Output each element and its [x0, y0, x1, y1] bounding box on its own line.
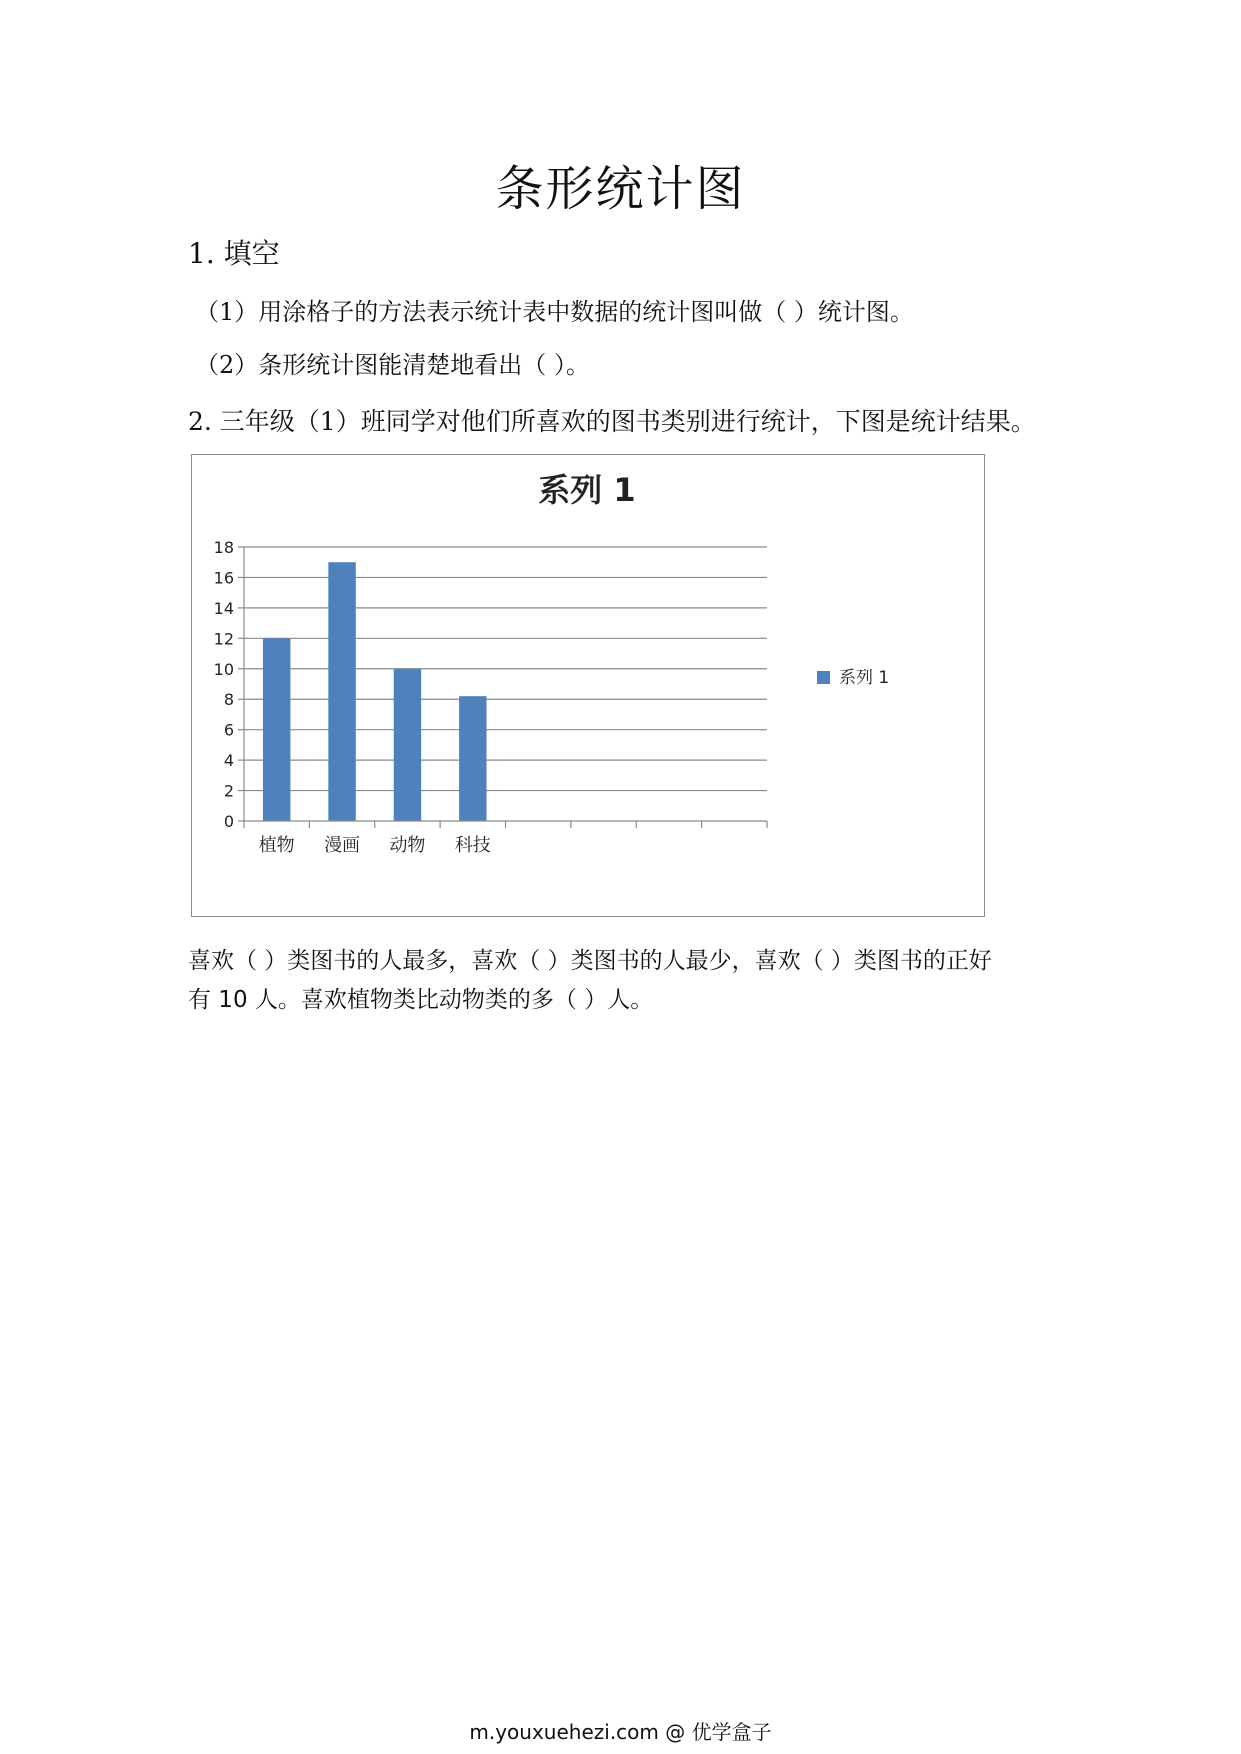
question-2-answer-text: [188, 942, 1068, 1020]
bar-科技: [459, 696, 486, 821]
y-tick-label-0: 0: [223, 812, 234, 831]
answer-line-2: 有 10 人。喜欢植物类比动物类的多（ ）人。: [188, 987, 654, 1013]
question-1-heading: 1. 填空: [188, 237, 280, 270]
chart-legend: [817, 668, 889, 688]
y-tick-label-16: 16: [213, 568, 234, 588]
x-category-label-3: 科技: [454, 835, 491, 856]
chart-title: 系列 1: [538, 471, 636, 509]
x-category-label-2: 动物: [389, 835, 426, 856]
chart-axes: [214, 538, 767, 856]
page-title: 条形统计图: [495, 161, 746, 217]
footer-watermark: m.youxuehezi.com @ 优学盒子: [469, 1720, 772, 1744]
question-1-item-2: （2）条形统计图能清楚地看出（ ）。: [195, 351, 590, 379]
y-tick-label-4: 4: [223, 751, 234, 771]
y-tick-label-8: 8: [223, 690, 234, 710]
y-tick-label-10: 10: [213, 659, 234, 679]
legend-swatch-0: [817, 671, 830, 684]
y-tick-label-14: 14: [213, 598, 234, 618]
bar-植物: [263, 638, 290, 821]
legend-label-0: 系列 1: [839, 668, 890, 688]
bar-漫画: [328, 562, 355, 821]
bar-chart-svg: [192, 455, 983, 915]
y-tick-label-6: 6: [223, 720, 234, 740]
bar-chart: [191, 454, 985, 917]
chart-grid: [244, 547, 767, 791]
answer-line-1: 喜欢（ ）类图书的人最多，喜欢（ ）类图书的人最少，喜欢（ ）类图书的正好: [188, 948, 992, 974]
y-tick-label-12: 12: [213, 629, 234, 649]
question-1-item-1: （1）用涂格子的方法表示统计表中数据的统计图叫做（ ）统计图。: [195, 298, 914, 326]
question-2-heading: 2. 三年级（1）班同学对他们所喜欢的图书类别进行统计，下图是统计结果。: [188, 407, 1036, 436]
y-tick-label-18: 18: [213, 538, 234, 557]
x-category-label-0: 植物: [258, 835, 295, 856]
x-category-label-1: 漫画: [324, 835, 361, 856]
y-tick-label-2: 2: [223, 781, 234, 801]
chart-bars: [263, 562, 487, 821]
bar-动物: [394, 669, 421, 821]
